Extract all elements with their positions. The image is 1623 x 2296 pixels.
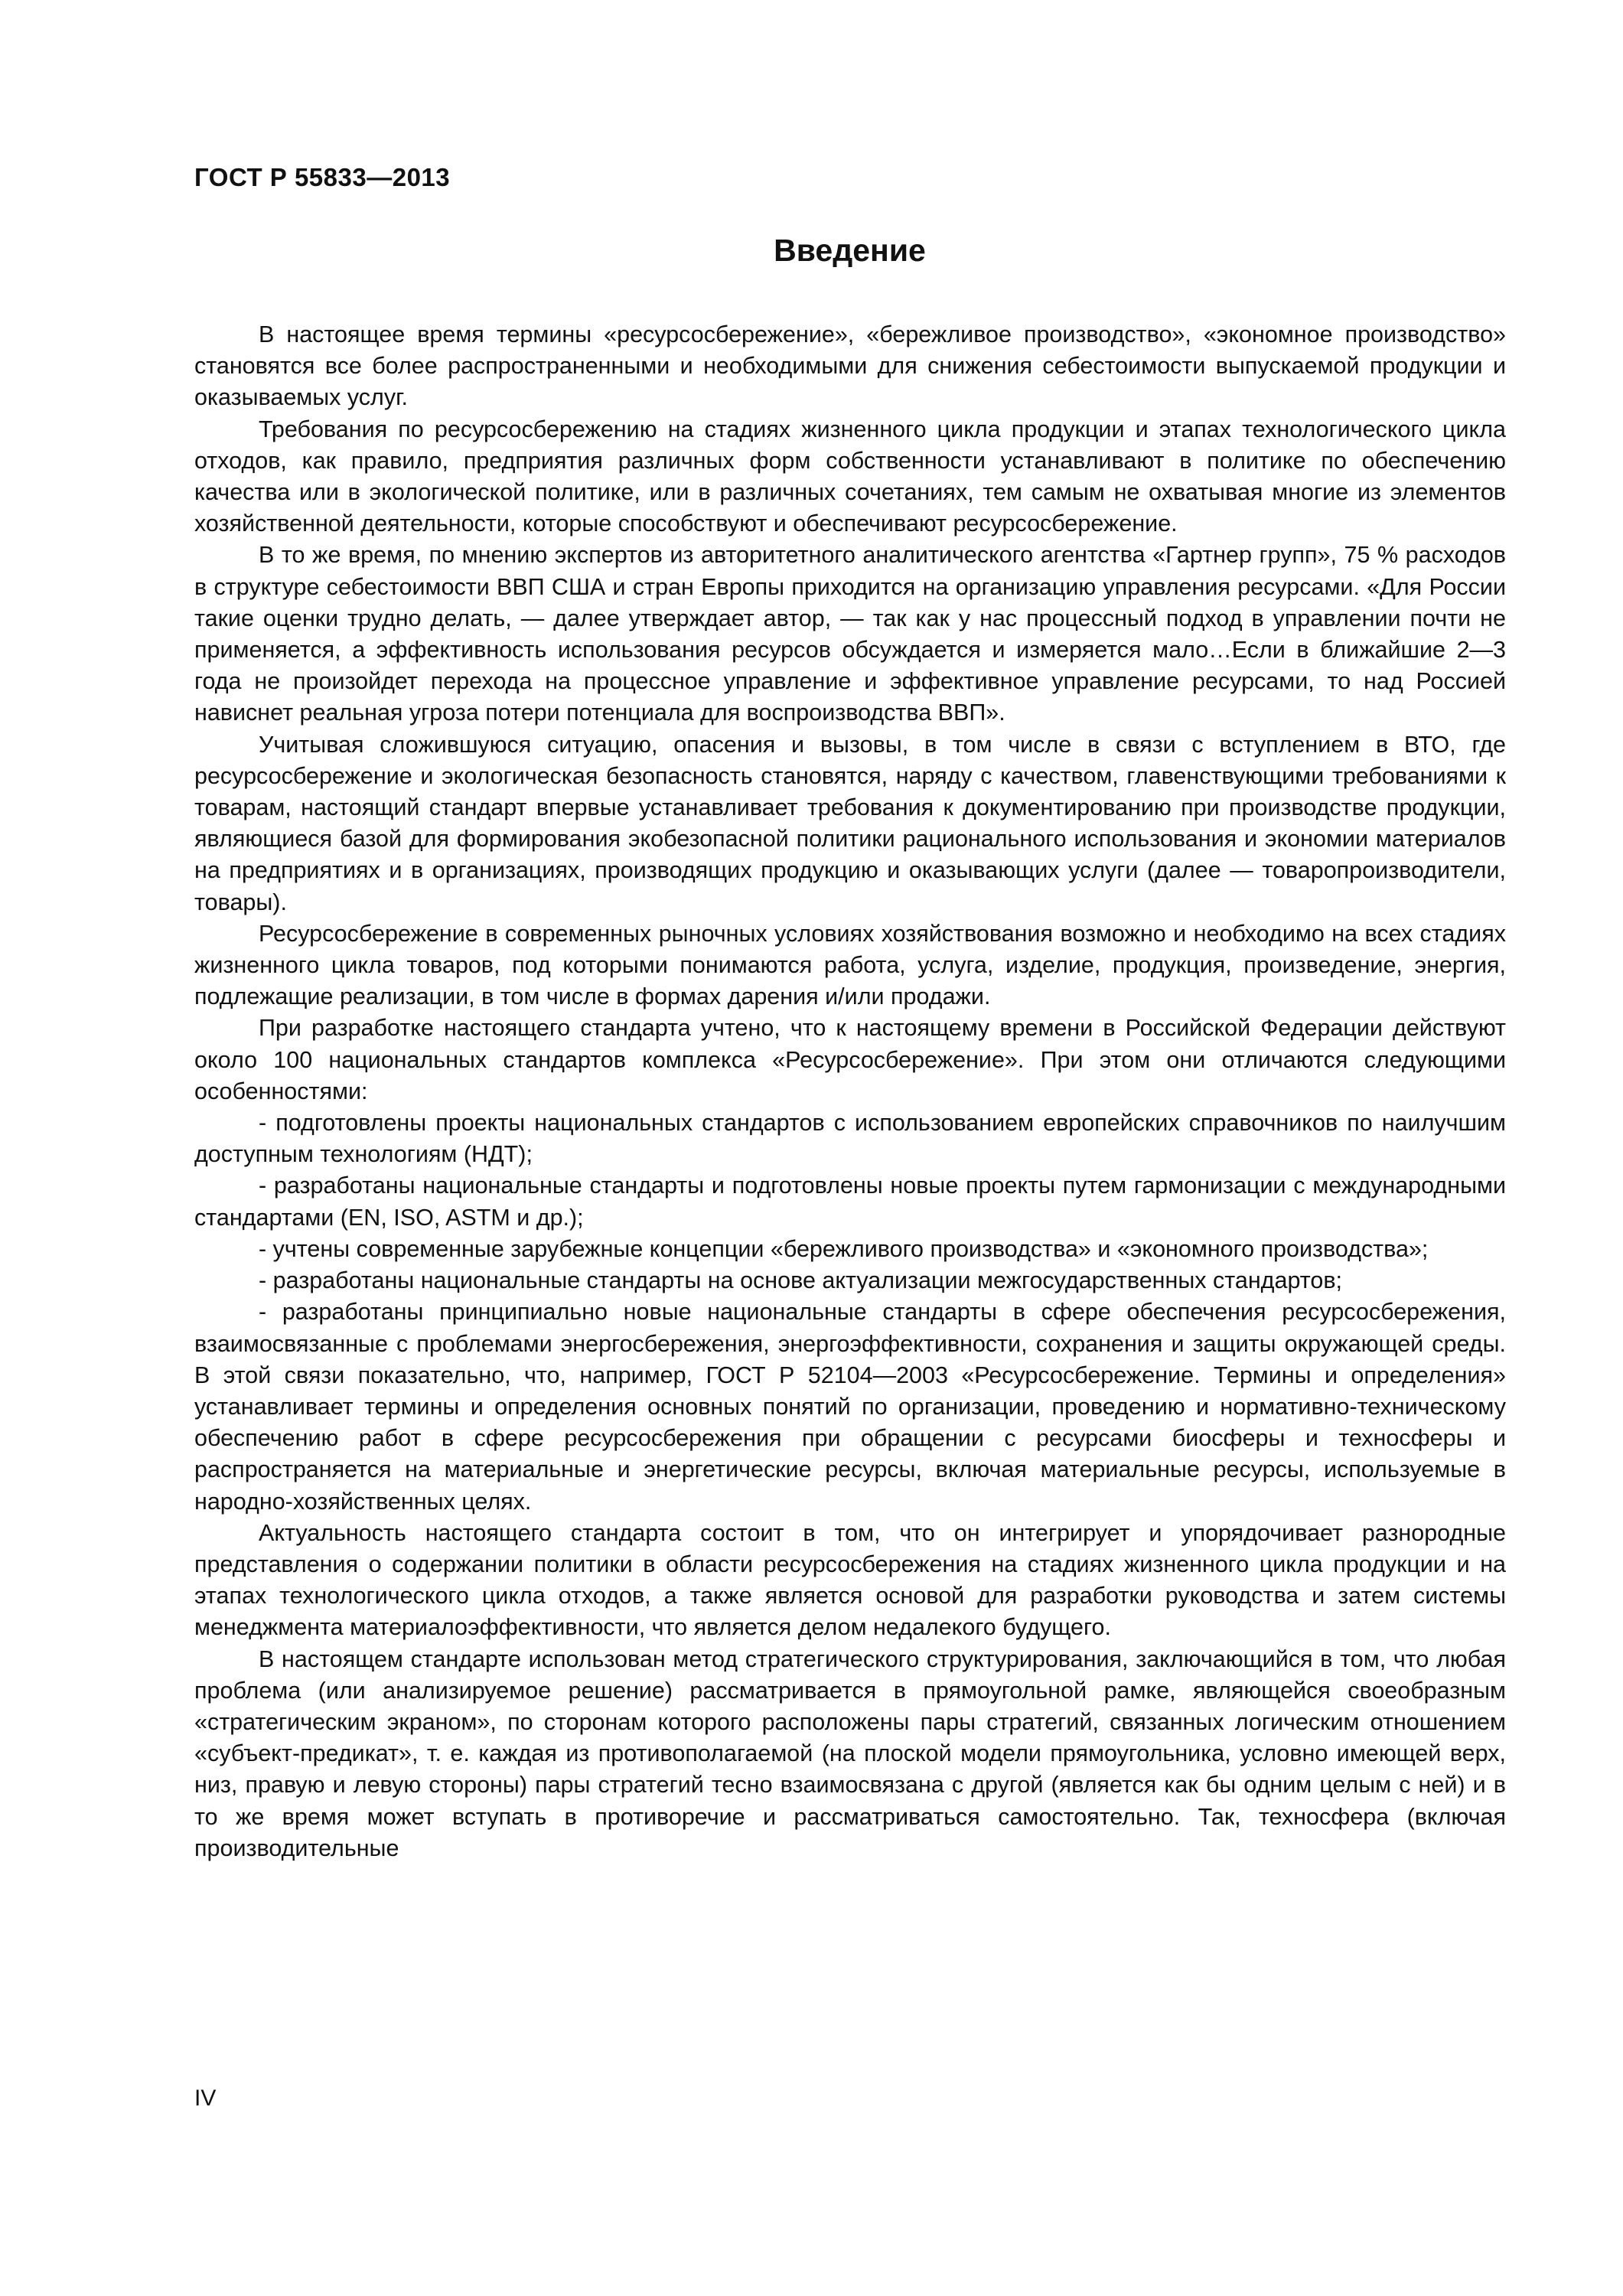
paragraph: В настоящее время термины «ресурсосбережение», «бережливое производство», «экономное производство» становятся все более распространенными и необходимыми для снижения себестоимости выпускаемой продукции и оказываемых услуг. xyxy=(194,321,1506,411)
paragraph: Учитывая сложившуюся ситуацию, опасения и вызовы, в том числе в связи с вступлением в ВТО, где ресурсосбережение и экологическая безопасность становятся, наряду с качеством, главенствующими требованиями к товарам, настоящий стандарт впервые устанавливает требования к документированию при производстве продукции, являющиеся базой для формирования экобезопасной политики рационального использования и экономии материалов на предприятиях и в организациях, производящих продукцию и оказывающих услуги (далее — товаропроизводители, товары). xyxy=(194,731,1506,915)
list-item: - подготовлены проекты национальных стандартов с использованием европейских справочников по наилучшим доступным технологиям (НДТ); xyxy=(194,1110,1506,1168)
paragraph: При разработке настоящего стандарта учтено, что к настоящему времени в Российской Федерации действуют около 100 национальных стандартов комплекса «Ресурсосбережение». При этом они отличаются следующими особенностями: xyxy=(194,1015,1506,1104)
document-header-designation: ГОСТ Р 55833—2013 xyxy=(194,163,451,191)
list-item: - разработаны принципиально новые национальные стандарты в сфере обеспечения ресурсосбережения, взаимосвязанные с проблемами энергосбережения, энергоэффективности, сохранения и защиты окружающей среды. В этой связи показательно, что, например, ГОСТ Р 52104—2003 «Ресурсосбережение. Термины и определения» устанавливает термины и определения основных понятий по организации, проведению и нормативно-техническому обеспечению работ в сфере ресурсосбережения при обращении с ресурсами биосферы и техносферы и распространяется на материальные и энергетические ресурсы, включая материальные ресурсы, используемые в народно-хозяйственных целях. xyxy=(194,1299,1506,1515)
list-item: - разработаны национальные стандарты на основе актуализации межгосударственных стандартов; xyxy=(259,1267,1343,1294)
paragraph: В то же время, по мнению экспертов из авторитетного аналитического агентства «Гартнер групп», 75 % расходов в структуре себестоимости ВВП США и стран Европы приходится на организацию управления ресурсами. «Для России такие оценки трудно делать, — далее утверждает автор, — так как у нас процессный подход в управлении почти не применяется, а эффективность использования ресурсов обсуждается и измеряется мало…Если в ближайшие 2—3 года не произойдет перехода на процессное управление и эффективное управление ресурсами, то над Россией нависнет реальная угроза потери потенциала для воспроизводства ВВП». xyxy=(194,542,1506,726)
list-item: - учтены современные зарубежные концепции «бережливого производства» и «экономного производства»; xyxy=(259,1235,1429,1262)
list-item: - разработаны национальные стандарты и подготовлены новые проекты путем гармонизации с международными стандартами (EN, ISO, ASTM и др.); xyxy=(194,1172,1506,1231)
paragraph: В настоящем стандарте использован метод стратегического структурирования, заключающийся в том, что любая проблема (или анализируемое решение) рассматривается в прямоугольной рамке, являющейся своеобразным «стратегическим экраном», по сторонам которого расположены пары стратегий, связанных логическим отношением «субъект-предикат», т. е. каждая из противополагаемой (на плоской модели прямоугольника, условно имеющей верх, низ, правую и левую стороны) пары стратегий тесно взаимосвязана с другой (является как бы одним целым с ней) и в то же время может вступать в противоречие и рассматриваться самостоятельно. Так, техносфера (включая производительные xyxy=(194,1645,1506,1861)
paragraph: Актуальность настоящего стандарта состоит в том, что он интегрирует и упорядочивает разнородные представления о содержании политики в области ресурсосбережения на стадиях жизненного цикла продукции и на этапах технологического цикла отходов, а также является основой для разработки руководства и затем системы менеджмента материалоэффективности, что является делом недалекого будущего. xyxy=(194,1519,1506,1641)
paragraph: Ресурсосбережение в современных рыночных условиях хозяйствования возможно и необходимо на всех стадиях жизненного цикла товаров, под которыми понимаются работа, услуга, изделие, продукция, произведение, энергия, подлежащие реализации, в том числе в формах дарения и/или продажи. xyxy=(194,920,1506,1010)
page-number: IV xyxy=(194,2086,217,2111)
paragraph: Требования по ресурсосбережению на стадиях жизненного цикла продукции и этапах технологического цикла отходов, как правило, предприятия различных форм собственности устанавливают в политике по обеспечению качества или в экологической политике, или в различных сочетаниях, тем самым не охватывая многие из элементов хозяйственной деятельности, которые способствуют и обеспечивают ресурсосбережение. xyxy=(194,416,1506,537)
document-body xyxy=(194,319,1506,1864)
section-title: Введение xyxy=(774,233,926,268)
